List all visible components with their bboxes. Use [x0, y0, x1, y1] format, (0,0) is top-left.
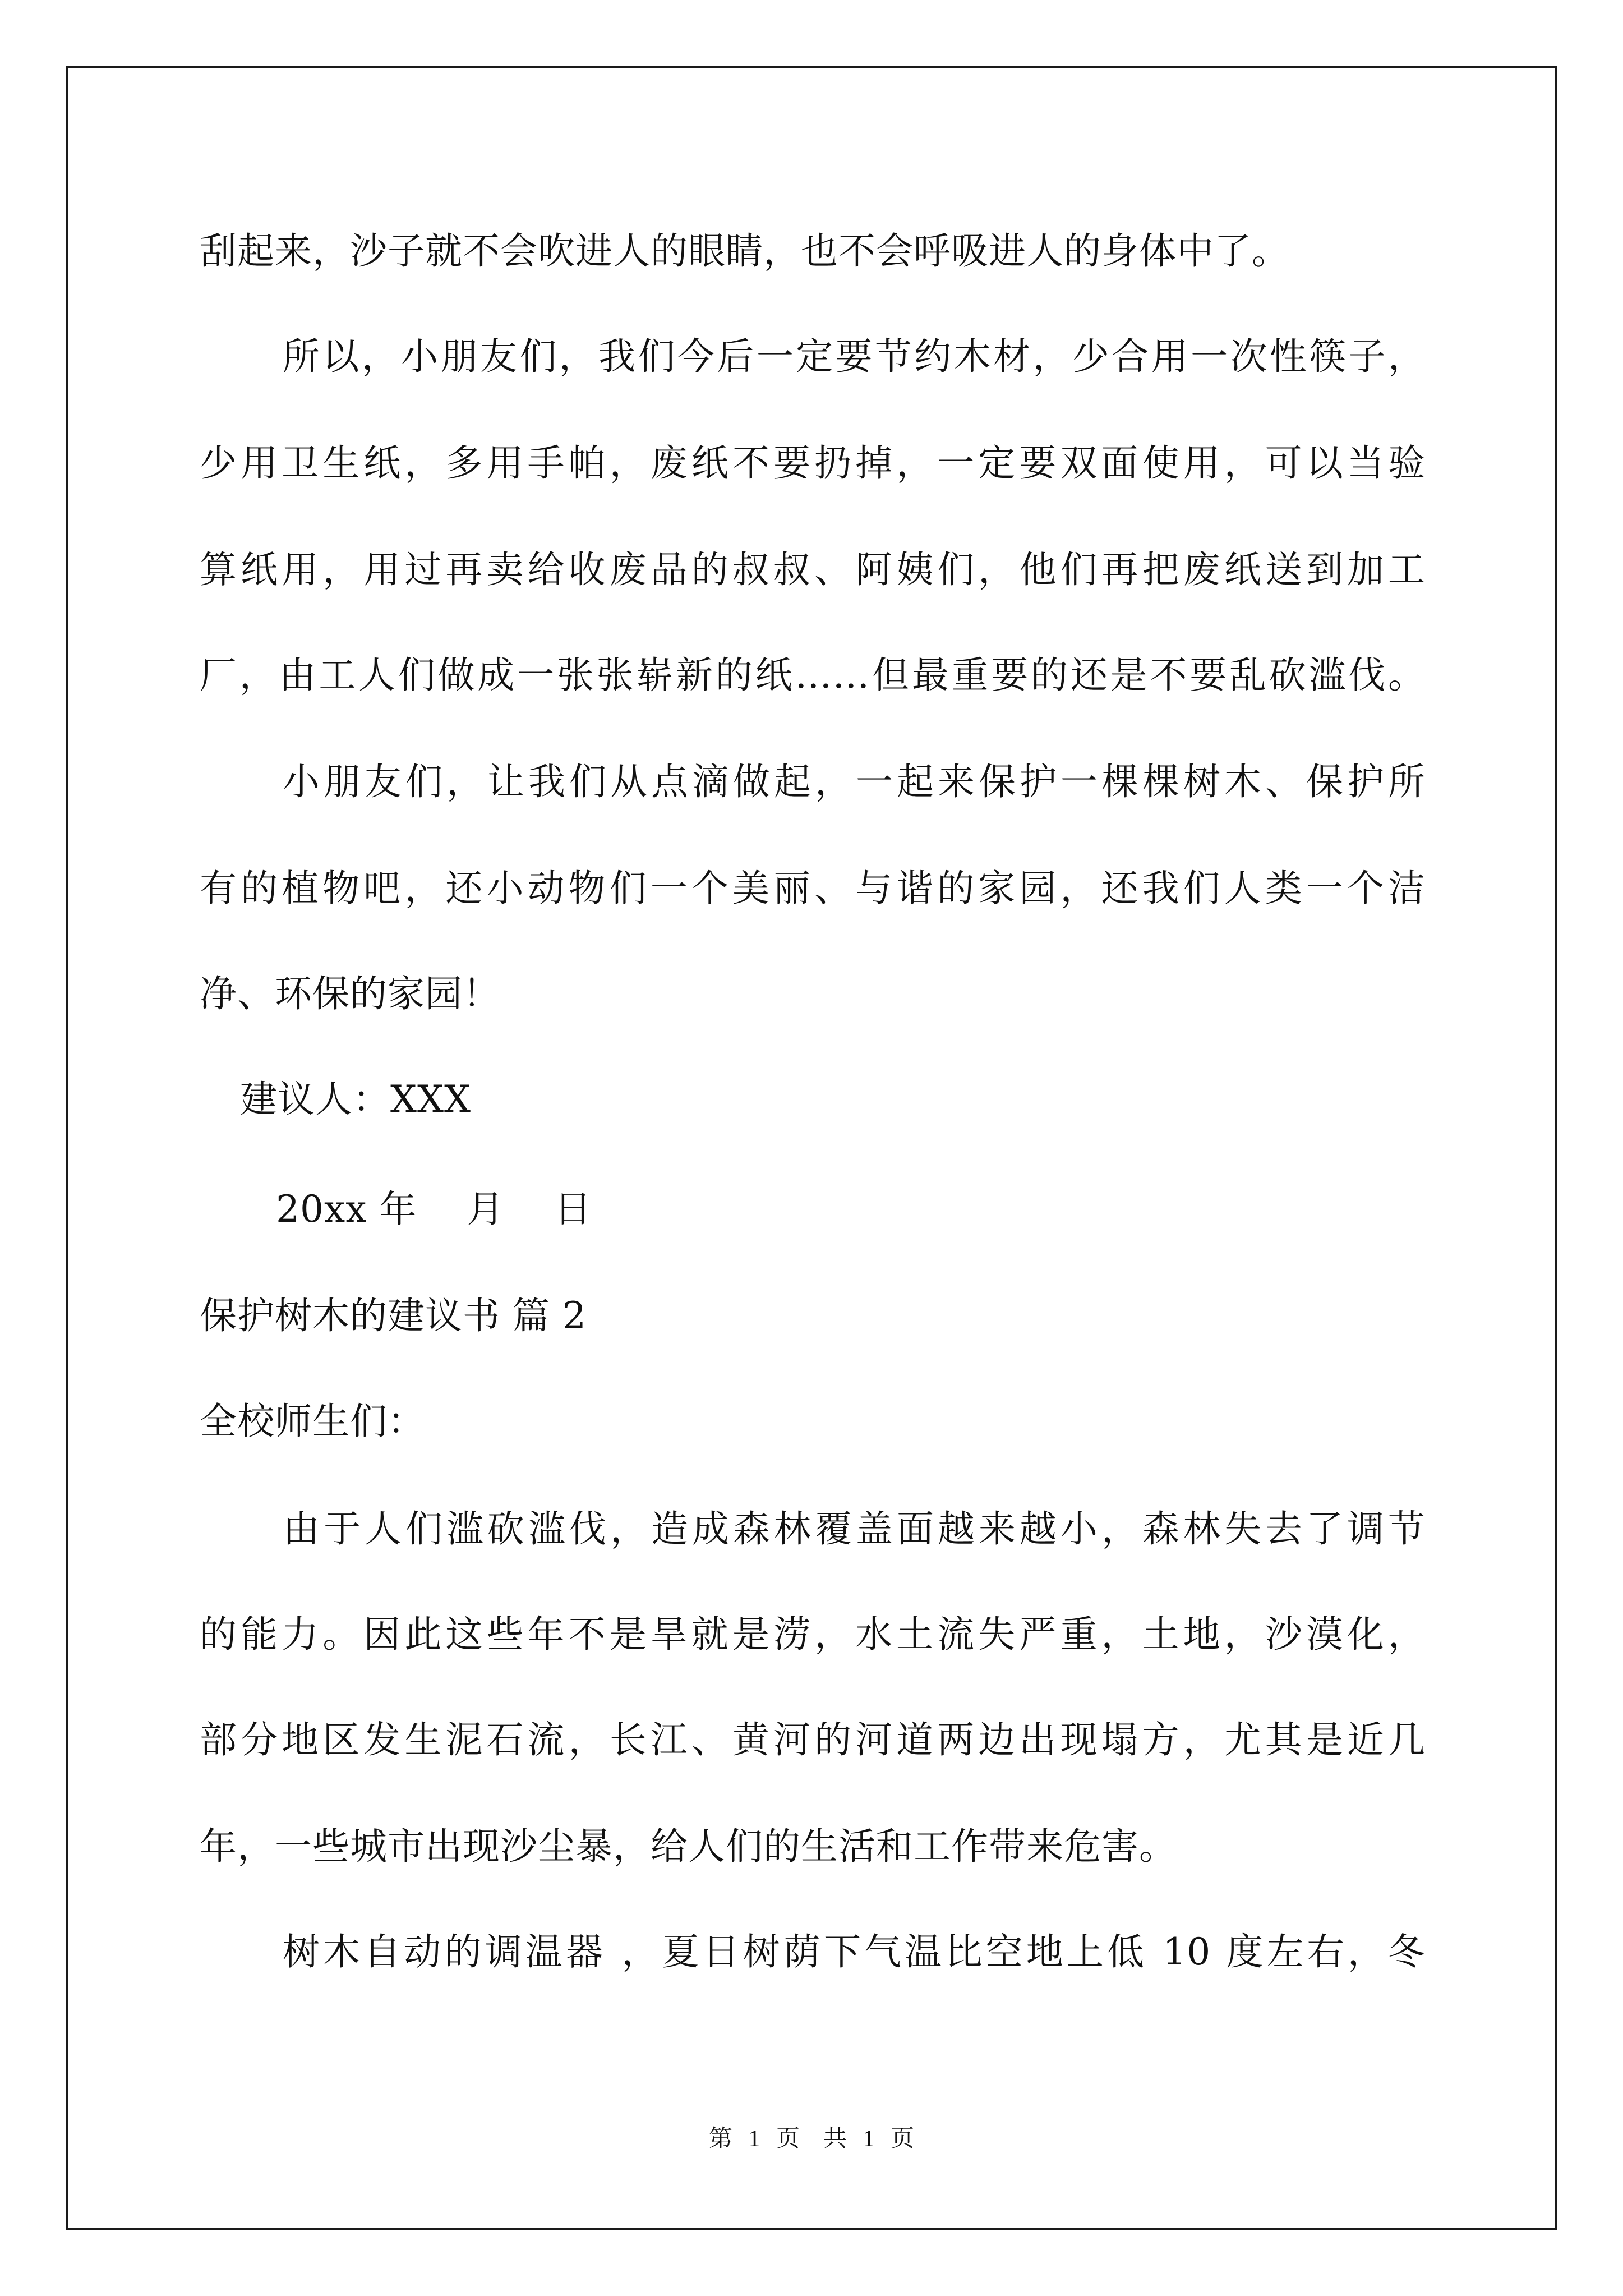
signature-line: 建议人：XXX: [240, 1078, 471, 1121]
text-line: 小朋友们，让我们从点滴做起，一起来保护一棵棵树木、保护所: [283, 760, 1426, 803]
page-border: [66, 66, 1557, 2230]
text-line: 部分地区发生泥石流，长江、黄河的河道两边出现塌方，尤其是近几: [200, 1718, 1426, 1761]
text-line: 净、环保的家园！: [200, 972, 500, 1015]
text-line: 刮起来，沙子就不会吹进人的眼睛，也不会呼吸进人的身体中了。: [200, 229, 1289, 273]
text-line: 树木自动的调温器 ，夏日树荫下气温比空地上低 10 度左右，冬: [283, 1930, 1426, 1973]
text-line: 算纸用，用过再卖给收废品的叔叔、阿姨们，他们再把废纸送到加工: [200, 548, 1426, 591]
date-line: 20xx 年 月 日: [276, 1188, 592, 1231]
text-line: 厂，由工人们做成一张张崭新的纸……但最重要的还是不要乱砍滥伐。: [200, 654, 1426, 697]
text-line: 年，一些城市出现沙尘暴，给人们的生活和工作带来危害。: [200, 1825, 1177, 1868]
section-title: 保护树木的建议书 篇 2: [200, 1294, 587, 1337]
text-line: 的能力。因此这些年不是旱就是涝，水土流失严重，土地，沙漠化，: [200, 1613, 1426, 1656]
text-line: 所以，小朋友们，我们今后一定要节约木材，少合用一次性筷子，: [283, 335, 1426, 378]
text-line: 有的植物吧，还小动物们一个美丽、与谐的家园，还我们人类一个洁: [200, 867, 1426, 910]
salutation: 全校师生们：: [200, 1400, 425, 1443]
page-footer: 第 1 页 共 1 页: [708, 2126, 914, 2152]
text-line: 由于人们滥砍滥伐，造成森林覆盖面越来越小，森林失去了调节: [283, 1507, 1426, 1550]
text-line: 少用卫生纸，多用手帕，废纸不要扔掉，一定要双面使用，可以当验: [200, 441, 1426, 485]
